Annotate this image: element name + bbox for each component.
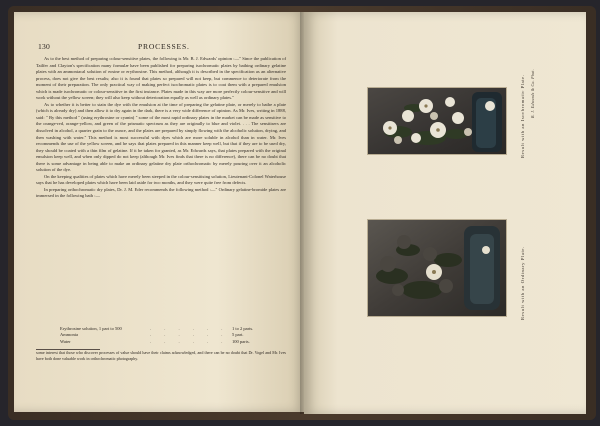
formula-row: [60, 339, 270, 345]
photo-credit: B. J. Edwards & Co. Phot.: [531, 69, 535, 118]
paragraph: On the keeping qualities of plates which have merely been steeped in the colour-sensitising solution, Lieutenant-Colonel Waterhouse says that he has developed plates which have been laid aside for two months, and they were quite free from defects.: [36, 173, 286, 186]
formula-ingredient: Erythrosine solution, 1 part to 500: [60, 326, 122, 331]
formula-ingredient: Water: [60, 338, 71, 344]
leader-dots: . . . . . .: [150, 326, 229, 331]
formula-amount: 100 parts.: [232, 338, 250, 344]
flower-photo-image: [368, 88, 506, 154]
footnote: some interest that those who discover processes of value should have their claims acknowledged, and there can be no doubt that Dr. Vogel and Mr. Ives have both done valuable work in orthochromatic photography.: [36, 350, 286, 361]
paragraph: As to the best method of preparing colour-sensitive plates, the following is Mr. B. J. Edwards' opinion :—" Since the publication of Tailfer and Clayton's specification many formulæ have been published for preparing isochromatic plates by bathing ordinary gelatine plates with an ammoniacal solution of eosine or erythrosine. This method, although it is described in the specification as an alternative process, does not give the best results; also it is found that plates so prepared will not keep, but commence to deteriorate from the moment of their preparation. The only practical way of making perfect isochromatic plates is to coat them with a prepared emulsion which is made isochromatic or colour-sensitive in the first instance. Plates made in this way are more perfectly colour-sensitive and will work without the yellow screen; they will also keep without deterioration equally as well as ordinary plates.": [36, 56, 286, 101]
leader-dots: . . . . . .: [150, 332, 229, 338]
leader-dots: . . . . . .: [150, 338, 229, 344]
right-page: [304, 12, 586, 414]
caption-ordinary: Result with an Ordinary Plate.: [520, 246, 525, 320]
body-text: [36, 56, 286, 200]
paragraph: In preparing orthochromatic dry plates, Dr. J. M. Eder recommends the following method :—" Ordinary gelatine-bromide plates are immersed in the following bath :—: [36, 186, 286, 199]
paragraph: As to whether it is better to stain the dye with the emulsion at the time of preparing the gelatine plate, or merely to bathe a plate (which is already dry) and then allow it to dry again in the dark, there is a very wide difference of opinion. As Mr. Ives, writing in 1888, said: " By this method " (using erythrosine or cyanin) " some of the most rapid ordinary plates in the market can be made as sensitive to the orange-red, orange-yellow, and green of the prismatic spectrum as they are originally to blue and violet. . . . The sensitisers are dissolved in alcohol, a quarter grain to the ounce, and the plates are prepared by simply flowing with the alcoholic solution, drying, and then washing with water." This method is most successful with dyes which are more soluble in alcohol than in water. Mr. Ives recommends the use of the yellow screen, and he says that plates prepared in this manner keep well, but that if they are to be used dry, they should be coated with a thin film of gelatine. If it be taken for granted, as Mr. Edwards says, that plates prepared with the original emulsion keep well, and when only dipped do not keep (although Mr. Ives finds that there is no difference), there can be no doubt that there is some advantage in being able to make an ordinary gelatine dry plate orthochromatic by merely pouring over it an alcoholic solution of the dye.: [36, 101, 286, 173]
running-head: PROCESSES.: [138, 42, 190, 51]
caption-isochromatic: Result with an Isochromatic Plate.: [520, 74, 525, 158]
page-number: 130: [38, 42, 50, 51]
photo-ordinary: [368, 220, 506, 316]
formula-ingredient: Ammonia: [60, 332, 78, 338]
formula-table: [60, 326, 270, 345]
formula-amount: 5 part.: [232, 332, 244, 338]
page-header: [38, 42, 278, 54]
photo-isochromatic: [368, 88, 506, 154]
flower-photo-image: [368, 220, 506, 316]
formula-amount: 1 to 2 parts.: [232, 326, 254, 331]
